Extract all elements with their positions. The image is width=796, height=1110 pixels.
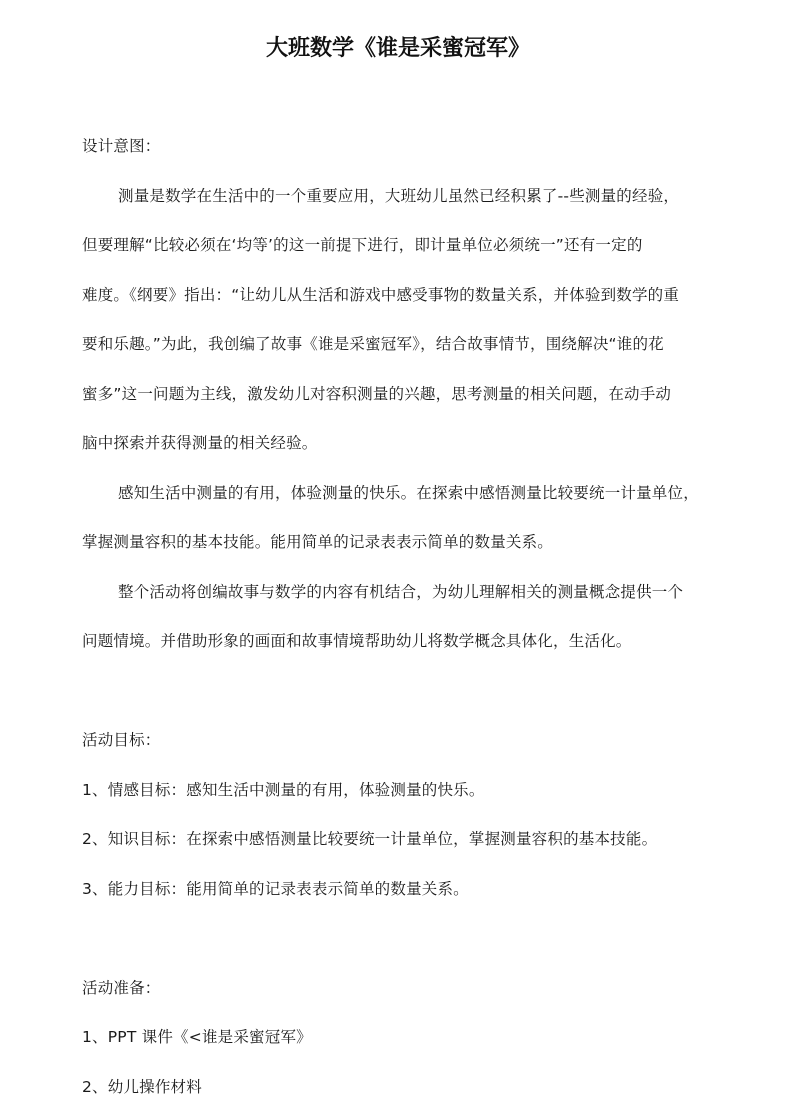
design-para3-line-1: 整个活动将创编故事与数学的内容有机结合，为幼儿理解相关的测量概念提供一个 bbox=[118, 583, 684, 601]
design-para1-line-4: 要和乐趣。”为此，我创编了故事《谁是采蜜冠军》，结合故事情节，围绕解决“谁的花 bbox=[82, 335, 664, 353]
goals-heading: 活动目标： bbox=[82, 731, 161, 749]
design-para2-line-1: 感知生活中测量的有用，体验测量的快乐。在探索中感悟测量比较要统一计量单位， bbox=[118, 484, 699, 502]
design-para1-line-2: 但要理解“比较必须在‘均等’的这一前提下进行，即计量单位必须统一”还有一定的 bbox=[82, 236, 643, 254]
goal-item-1: 1、情感目标：感知生活中测量的有用，体验测量的快乐。 bbox=[82, 781, 485, 799]
design-para1-line-1: 测量是数学在生活中的一个重要应用，大班幼儿虽然已经积累了--些测量的经验， bbox=[118, 187, 680, 205]
goal-item-3: 3、能力目标：能用简单的记录表表示简单的数量关系。 bbox=[82, 880, 469, 898]
prep-item-1: 1、PPT 课件《<谁是采蜜冠军》 bbox=[82, 1028, 312, 1046]
design-para3-line-2: 问题情境。并借助形象的画面和故事情境帮助幼儿将数学概念具体化，生活化。 bbox=[82, 632, 632, 650]
prep-heading: 活动准备： bbox=[82, 979, 161, 997]
design-para1-line-6: 脑中探索并获得测量的相关经验。 bbox=[82, 434, 318, 452]
design-para2-line-2: 掌握测量容积的基本技能。能用简单的记录表表示简单的数量关系。 bbox=[82, 533, 554, 551]
prep-item-2: 2、幼儿操作材料 bbox=[82, 1078, 202, 1096]
goal-item-2: 2、知识目标：在探索中感悟测量比较要统一计量单位，掌握测量容积的基本技能。 bbox=[82, 830, 658, 848]
design-para1-line-5: 蜜多”这一问题为主线，激发幼儿对容积测量的兴趣，思考测量的相关问题，在动手动 bbox=[82, 385, 672, 403]
document-title: 大班数学《谁是采蜜冠军》 bbox=[265, 36, 530, 61]
design-intent-heading: 设计意图： bbox=[82, 137, 161, 155]
design-para1-line-3: 难度。《纲要》指出：“让幼儿从生活和游戏中感受事物的数量关系，并体验到数学的重 bbox=[82, 286, 680, 304]
